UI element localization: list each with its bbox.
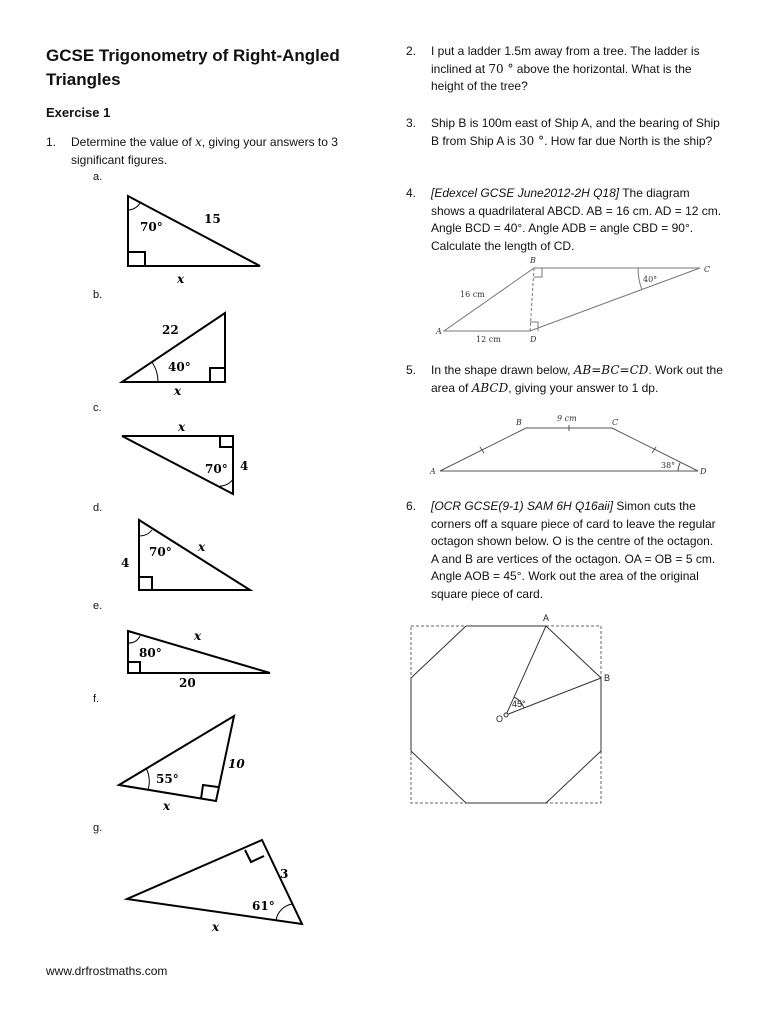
part-label-f: f. bbox=[93, 693, 100, 705]
unknown-label: x bbox=[198, 540, 206, 554]
side-label: 15 bbox=[204, 212, 221, 226]
side-label-ab: 16 cm bbox=[460, 290, 485, 299]
part-label-g: g. bbox=[93, 822, 103, 834]
triangle-a bbox=[128, 196, 260, 286]
part-label-b: b. bbox=[93, 289, 103, 301]
part-label-a: a. bbox=[93, 171, 103, 183]
question-number: 3. bbox=[406, 116, 417, 130]
centre-label-o: O bbox=[496, 714, 504, 724]
question-number: 2. bbox=[406, 44, 417, 58]
question-text: [Edexcel GCSE June2012-2H Q18] The diagram shows a quadrilateral ABCD. AB = 16 cm. AD = 12 cm. Angle BCD = 40°. Angle ADB = angle CBD = 90°. Calculate the length of CD. bbox=[431, 186, 722, 253]
vertex-label-d: D bbox=[530, 335, 537, 344]
triangle-b bbox=[122, 313, 225, 398]
question-text: Determine the value of x, giving your answers to 3 significant figures. bbox=[71, 135, 338, 167]
question-text: I put a ladder 1.5m away from a tree. The ladder is inclined at 70 ° above the horizontal. What is the height of the tree? bbox=[431, 44, 700, 93]
side-label-bc: 9 cm bbox=[557, 414, 577, 423]
question-number: 5. bbox=[406, 363, 417, 377]
page-title: GCSE Trigonometry of Right-Angled Triangles bbox=[46, 46, 340, 89]
vertex-label-b: B bbox=[604, 673, 611, 683]
question-number: 4. bbox=[406, 186, 417, 200]
angle-label: 80° bbox=[139, 646, 162, 660]
triangle-g bbox=[127, 840, 302, 934]
angle-label: 40° bbox=[643, 275, 658, 284]
trapezium-diagram bbox=[429, 414, 707, 476]
side-label: 4 bbox=[240, 459, 249, 473]
vertex-label-b: B bbox=[530, 256, 536, 265]
vertex-label-a: A bbox=[543, 613, 550, 623]
triangle-d bbox=[121, 520, 250, 590]
angle-label: 70° bbox=[205, 462, 228, 476]
side-label-ad: 12 cm bbox=[476, 335, 501, 344]
part-label-d: d. bbox=[93, 502, 103, 514]
side-label: 3 bbox=[280, 867, 289, 881]
angle-label: 61° bbox=[252, 899, 275, 913]
question-text: In the shape drawn below, AB=BC=CD. Work out the area of ABCD, giving your answer to 1 dp. bbox=[431, 363, 723, 395]
angle-label: 70° bbox=[140, 220, 163, 234]
triangle-c bbox=[122, 420, 248, 494]
quadrilateral-diagram bbox=[435, 256, 710, 344]
angle-label: 45° bbox=[512, 699, 526, 709]
side-label: 10 bbox=[228, 757, 245, 771]
vertex-label-c: C bbox=[612, 418, 619, 427]
side-label: 4 bbox=[121, 556, 130, 570]
vertex-label-a: A bbox=[436, 327, 442, 336]
unknown-label: x bbox=[178, 420, 186, 434]
question-number: 6. bbox=[406, 499, 417, 513]
unknown-label: x bbox=[212, 920, 220, 934]
unknown-label: x bbox=[177, 272, 185, 286]
exercise-heading: Exercise 1 bbox=[46, 105, 111, 120]
angle-label: 40° bbox=[168, 360, 191, 374]
angle-label: 55° bbox=[156, 772, 179, 786]
side-label: 22 bbox=[162, 323, 179, 337]
triangle-f bbox=[119, 716, 245, 813]
angle-label: 70° bbox=[149, 545, 172, 559]
unknown-label: x bbox=[174, 384, 182, 398]
question-text: Ship B is 100m east of Ship A, and the bearing of Ship B from Ship A is 30 °. How far due North is the ship? bbox=[431, 116, 720, 148]
vertex-label-c: C bbox=[704, 265, 711, 274]
unknown-label: x bbox=[194, 629, 202, 643]
vertex-label-a: A bbox=[430, 467, 436, 476]
triangle-e bbox=[128, 629, 270, 690]
unknown-label: x bbox=[163, 799, 171, 813]
part-label-c: c. bbox=[93, 402, 102, 414]
question-number: 1. bbox=[46, 135, 57, 149]
side-label: 20 bbox=[179, 676, 196, 690]
part-label-e: e. bbox=[93, 600, 103, 612]
question-text: [OCR GCSE(9-1) SAM 6H Q16aii] Simon cuts the corners off a square piece of card to leave the regular octagon shown below. O is the centre of the octagon. A and B are vertices of the octagon. OA = OB = 5 cm. Angle AOB = 45°. Work out the area of the original square piece of card. bbox=[431, 499, 716, 601]
vertex-label-b: B bbox=[516, 418, 522, 427]
footer-url: www.drfrostmaths.com bbox=[46, 964, 168, 978]
angle-label: 38° bbox=[661, 461, 676, 470]
octagon-diagram bbox=[411, 613, 610, 803]
vertex-label-d: D bbox=[700, 467, 707, 476]
